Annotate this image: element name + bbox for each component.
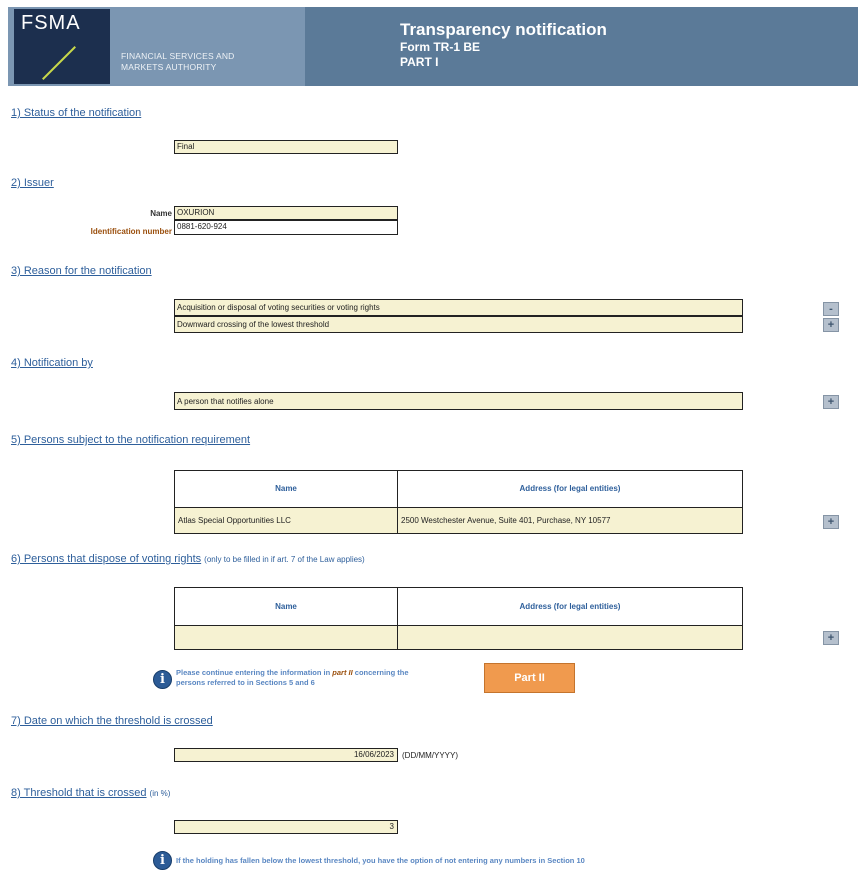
add-reason-button[interactable]: + [823,318,839,332]
add-notifier-button[interactable]: + [823,395,839,409]
org-name [121,51,235,73]
dispose-table-name-header: Name [174,587,398,626]
dispose-table-address-header: Address (for legal entities) [397,587,743,626]
section-6-title-text: 6) Persons that dispose of voting rights [11,553,202,565]
add-person-button[interactable]: + [823,515,839,529]
add-dispose-person-button[interactable]: + [823,631,839,645]
threshold-date-field[interactable]: 16/06/2023 [174,748,398,762]
dispose-name-cell[interactable] [174,625,398,650]
section-7-title: 7) Date on which the threshold is crossed [11,715,213,727]
continue-info-b: concerning the [352,668,409,677]
part-ii-button[interactable]: Part II [484,663,575,693]
form-id: Form TR-1 BE [400,40,481,54]
fsma-logo-text: FSMA [21,12,81,34]
dispose-address-cell[interactable] [397,625,743,650]
reason-field-2[interactable]: Downward crossing of the lowest threshold [174,316,743,333]
org-name-line2: MARKETS AUTHORITY [121,62,217,72]
notification-by-field[interactable]: A person that notifies alone [174,392,743,410]
part-label: PART I [400,55,439,69]
persons-table-name-header: Name [174,470,398,508]
person-name-cell[interactable]: Atlas Special Opportunities LLC [174,507,398,534]
threshold-info-text: If the holding has fallen below the lowest threshold, you have the option of not entering any numbers in Section 10 [176,856,585,865]
persons-table-address-header: Address (for legal entities) [397,470,743,508]
identification-number-label: Identification number [90,227,172,236]
reason-field-1[interactable]: Acquisition or disposal of voting securities or voting rights [174,299,743,316]
continue-info-em: part II [332,668,353,677]
section-3-title: 3) Reason for the notification [11,265,152,277]
section-6-note: (only to be filled in if art. 7 of the Law applies) [204,555,365,564]
section-8-note: (in %) [149,789,171,798]
section-8-title [11,787,170,799]
info-icon: i [153,851,172,870]
threshold-value-field[interactable]: 3 [174,820,398,834]
remove-reason-button[interactable]: - [823,302,839,316]
continue-info-line1 [176,668,409,678]
identification-number-field[interactable]: 0881-620-924 [174,220,398,235]
section-1-title: 1) Status of the notification [11,107,142,119]
info-icon: i [153,670,172,689]
issuer-name-label: Name [150,209,172,218]
section-5-title: 5) Persons subject to the notification requirement [11,434,251,446]
continue-info-a: Please continue entering the information in [176,668,333,677]
page-title: Transparency notification [400,20,607,39]
status-field[interactable]: Final [174,140,398,154]
section-2-title: 2) Issuer [11,177,54,189]
issuer-name-field[interactable]: OXURION [174,206,398,220]
continue-info-text [176,668,409,688]
continue-info-line2: persons referred to in Sections 5 and 6 [176,678,315,687]
date-format-hint: (DD/MM/YYYY) [402,751,458,760]
org-name-line1: FINANCIAL SERVICES AND [121,51,235,61]
section-8-title-text: 8) Threshold that is crossed [11,787,147,799]
person-address-cell[interactable]: 2500 Westchester Avenue, Suite 401, Purchase, NY 10577 [397,507,743,534]
section-4-title: 4) Notification by [11,357,93,369]
section-6-title [11,553,365,565]
